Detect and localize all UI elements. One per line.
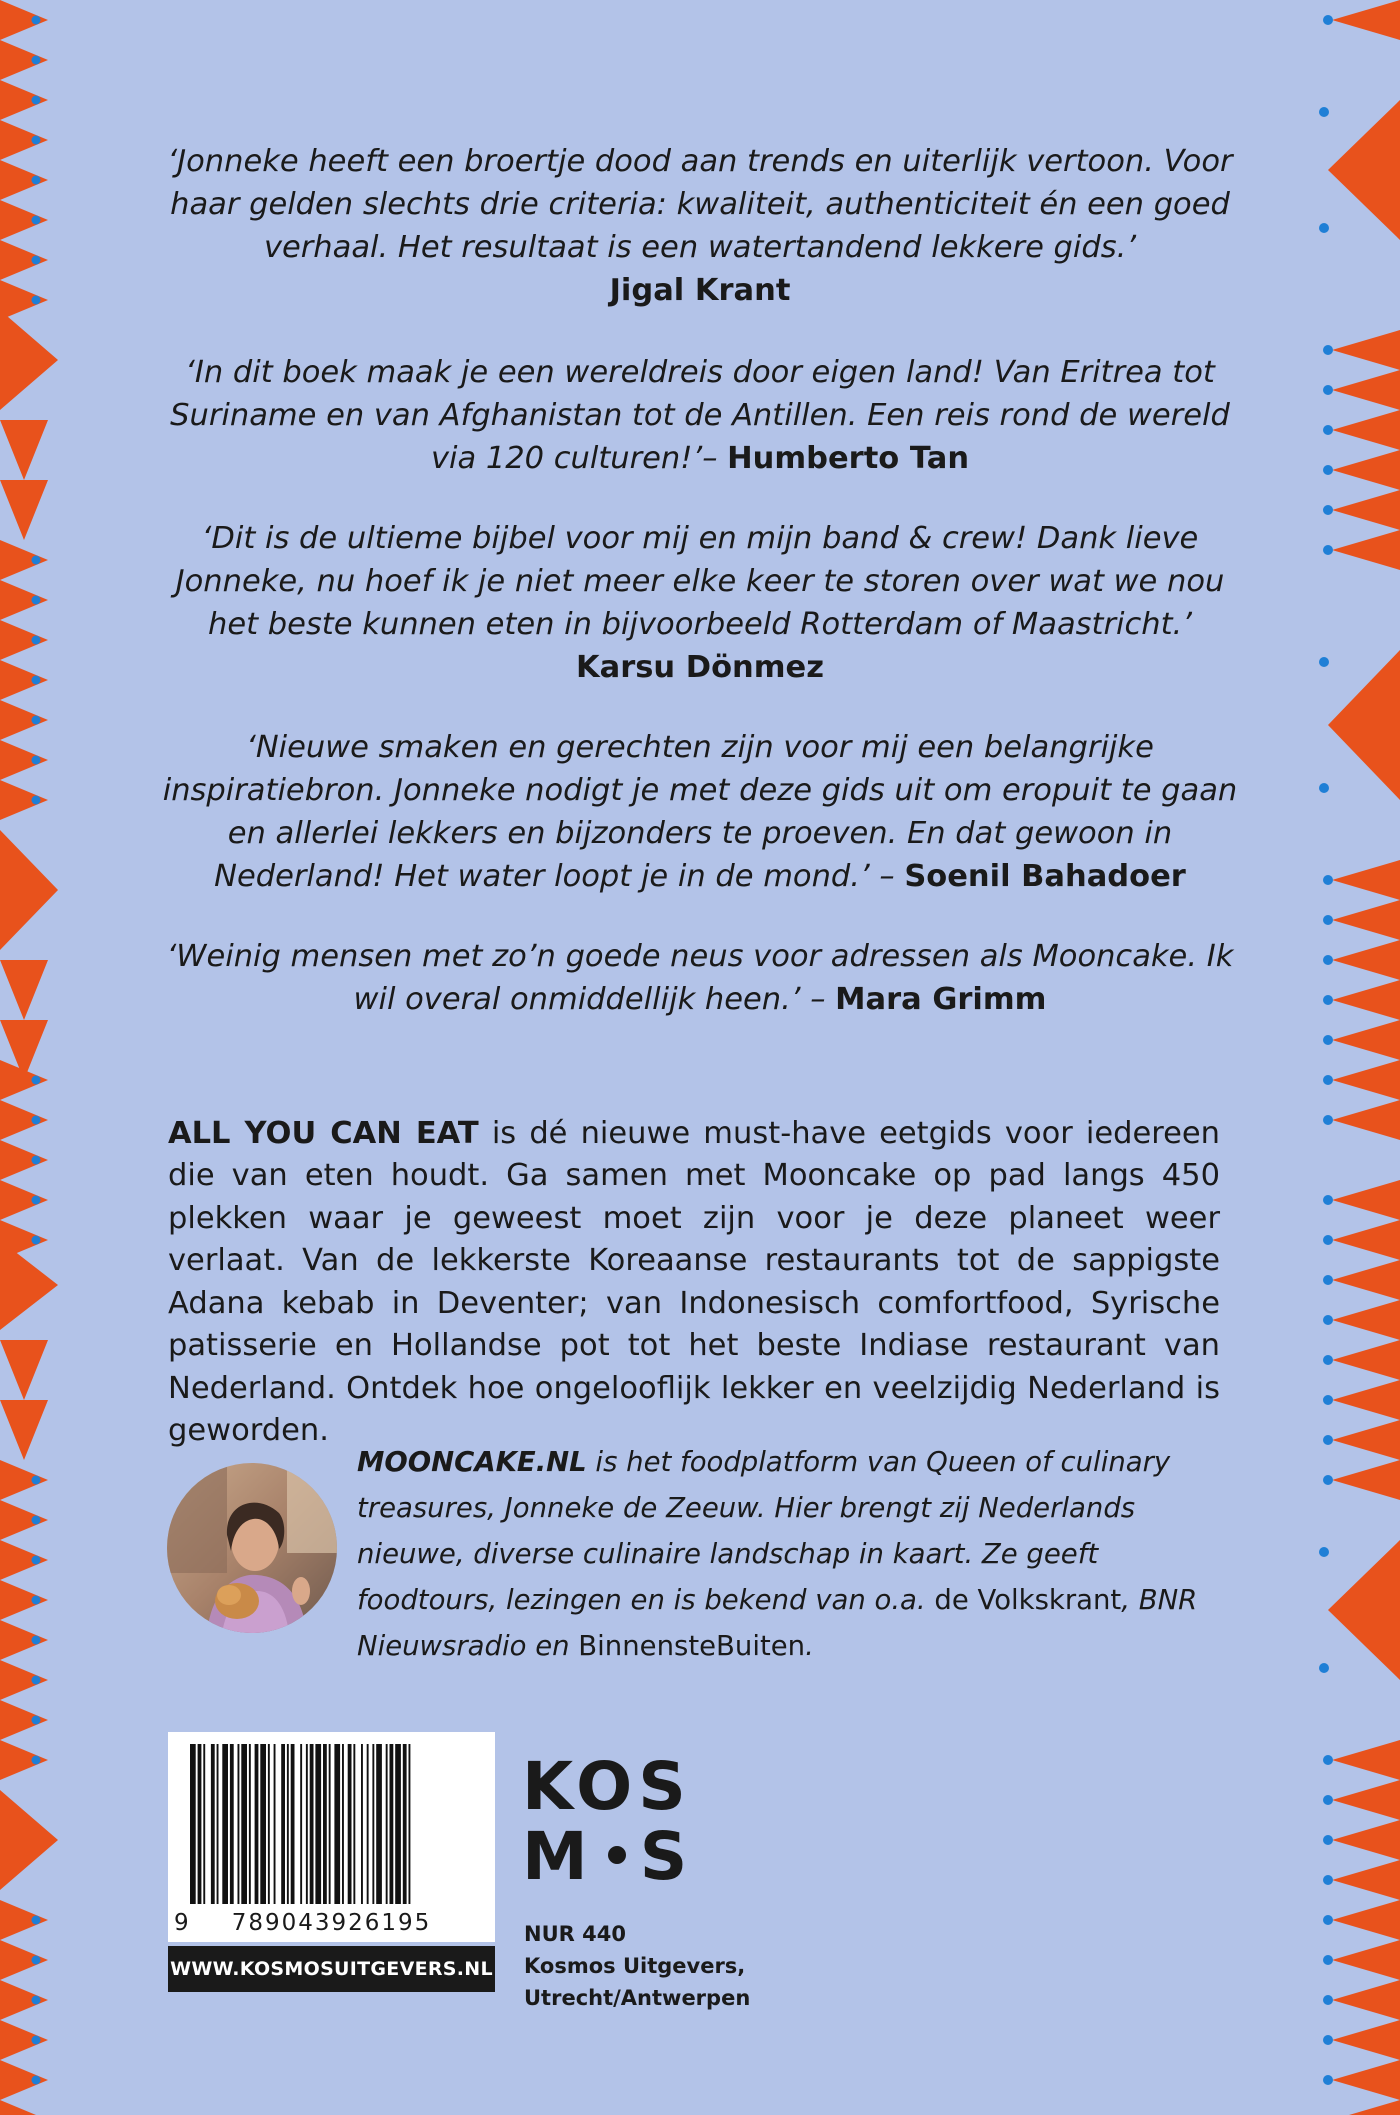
- border-dot: [1323, 545, 1333, 555]
- border-dot: [1323, 385, 1333, 395]
- border-dot: [1319, 783, 1329, 793]
- quote-humberto-tan: [150, 351, 1250, 480]
- border-triangle: [0, 1900, 48, 1940]
- border-dot: [32, 2076, 41, 2085]
- border-triangle: [0, 2100, 48, 2115]
- border-triangle: [1332, 1340, 1400, 1380]
- barcode-bar: [395, 1744, 401, 1904]
- barcode-bar: [334, 1744, 340, 1904]
- bio-text-part: BinnensteBuiten: [578, 1630, 806, 1662]
- border-triangle: [0, 1540, 48, 1580]
- border-triangle: [0, 700, 48, 740]
- barcode-bar: [230, 1744, 234, 1904]
- border-triangle: [1332, 490, 1400, 530]
- quote-text: ‘Jonneke heeft een broertje dood aan trends en uiterlijk vertoon. Voor haar gelden slechts drie criteria: kwaliteit, authenticiteit én een goed verhaal. Het resultaat is een watertandend lekkere gids.’: [167, 144, 1233, 265]
- quote-separator: –: [810, 982, 826, 1017]
- kosmos-logo: [522, 1748, 722, 1902]
- border-triangle: [0, 1460, 48, 1500]
- border-dot: [1323, 1475, 1333, 1485]
- barcode-bar: [291, 1744, 295, 1904]
- border-triangle: [0, 160, 48, 200]
- barcode-bar: [274, 1744, 276, 1904]
- border-dot: [1323, 15, 1333, 25]
- border-dot: [32, 1756, 41, 1765]
- border-triangle: [1332, 1820, 1400, 1860]
- barcode-bar: [323, 1744, 327, 1904]
- border-triangle: [1332, 1780, 1400, 1820]
- border-triangle: [1332, 1940, 1400, 1980]
- barcode-bar: [315, 1744, 321, 1904]
- border-dot: [1323, 1995, 1333, 2005]
- border-dot: [1323, 955, 1333, 965]
- author-bio: [357, 1439, 1237, 1669]
- barcode-bar: [361, 1744, 363, 1904]
- logo-letter: M: [522, 1818, 594, 1895]
- quote-author: Mara Grimm: [835, 982, 1047, 1017]
- border-dot: [1323, 2075, 1333, 2085]
- barcode-bar: [409, 1744, 411, 1904]
- border-dot: [32, 56, 41, 65]
- border-triangle: [0, 1180, 48, 1220]
- border-triangle: [0, 1100, 48, 1140]
- border-triangle: [0, 1400, 48, 1460]
- border-triangle: [0, 660, 48, 700]
- border-triangle: [1332, 2020, 1400, 2060]
- border-triangle: [1332, 1060, 1400, 1100]
- border-triangle: [1332, 0, 1400, 40]
- border-triangle: [1328, 100, 1400, 240]
- quote-author: Jigal Krant: [609, 273, 791, 308]
- quote-text: ‘Nieuwe smaken en gerechten zijn voor mij een belangrijke inspiratiebron. Jonneke nodigt je met deze gids uit om eropuit te gaan en allerlei lekkers en bijzonders te proeven. En dat gewoon in Nederland! Het water loopt je in de mond.’: [162, 730, 1238, 894]
- border-dot: [1323, 1075, 1333, 1085]
- border-dot: [32, 676, 41, 685]
- barcode-bar: [260, 1744, 266, 1904]
- quote-karsu-donmez: [150, 517, 1250, 689]
- border-dot: [1323, 1035, 1333, 1045]
- border-dot: [1323, 1875, 1333, 1885]
- website-mention: MOONCAKE.NL: [357, 1446, 587, 1478]
- border-dot: [32, 96, 41, 105]
- author-portrait-image: [167, 1463, 337, 1633]
- barcode-bar: [241, 1744, 247, 1904]
- border-triangle: [0, 1980, 48, 2020]
- quote-text: ‘Weinig mensen met zo’n goede neus voor adressen als Mooncake. Ik wil overal onmiddellijk heen.’: [166, 939, 1234, 1017]
- border-dot: [1323, 1915, 1333, 1925]
- barcode-bar: [300, 1744, 302, 1904]
- border-dot: [1319, 223, 1329, 233]
- border-dot: [1323, 1955, 1333, 1965]
- border-dot: [32, 1556, 41, 1565]
- publisher-city: Utrecht/Antwerpen: [524, 1986, 751, 2010]
- barcode-bar: [310, 1744, 314, 1904]
- border-dot: [32, 796, 41, 805]
- isbn-lead-digit: 9: [174, 1910, 191, 1936]
- border-dot: [1323, 465, 1333, 475]
- border-dot: [32, 1516, 41, 1525]
- border-triangle: [1332, 1020, 1400, 1060]
- border-triangle: [0, 960, 48, 1020]
- logo-row-2: [522, 1818, 722, 1895]
- border-triangle: [1332, 1420, 1400, 1460]
- author-photo: [167, 1463, 337, 1633]
- border-dot: [32, 216, 41, 225]
- barcode-bar: [376, 1744, 382, 1904]
- border-dot: [1323, 915, 1333, 925]
- border-dot: [32, 1196, 41, 1205]
- barcode-bar: [222, 1744, 228, 1904]
- quote-author: Soenil Bahadoer: [904, 859, 1186, 894]
- border-dot: [32, 1676, 41, 1685]
- border-triangle: [0, 780, 48, 820]
- border-triangle: [1332, 2060, 1400, 2100]
- border-dot: [1323, 425, 1333, 435]
- border-dot: [32, 2036, 41, 2045]
- barcode-bar: [211, 1744, 215, 1904]
- border-triangle: [1332, 1260, 1400, 1300]
- border-triangle: [0, 1500, 48, 1540]
- border-triangle: [0, 420, 48, 480]
- quote-separator: –: [879, 859, 895, 894]
- border-dot: [32, 1916, 41, 1925]
- border-dot: [32, 1476, 41, 1485]
- border-triangle: [0, 1790, 58, 1890]
- border-dot: [1323, 1835, 1333, 1845]
- barcode-bar: [249, 1744, 251, 1904]
- barcode-bar: [386, 1744, 388, 1904]
- border-dot: [1323, 2035, 1333, 2045]
- border-triangle: [1332, 1740, 1400, 1780]
- bio-text-part: de Volkskrant: [934, 1584, 1122, 1616]
- barcode-bar: [367, 1744, 369, 1904]
- publisher-website: WWW.KOSMOSUITGEVERS.NL: [168, 1946, 495, 1992]
- quote-jigal-krant: [150, 140, 1250, 312]
- border-triangle: [0, 1660, 48, 1700]
- border-dot: [1323, 1315, 1333, 1325]
- border-triangle: [1328, 1540, 1400, 1680]
- border-dot: [1323, 995, 1333, 1005]
- border-triangle: [1332, 330, 1400, 370]
- barcode-bar: [198, 1744, 202, 1904]
- barcode-bar: [342, 1744, 344, 1904]
- border-triangle: [1332, 530, 1400, 570]
- border-triangle: [0, 280, 48, 320]
- quote-text: ‘In dit boek maak je een wereldreis door eigen land! Van Eritrea tot Suriname en van Afghanistan tot de Antillen. Een reis rond de wereld via 120 culturen!’: [170, 355, 1230, 476]
- border-dot: [32, 756, 41, 765]
- border-dot: [32, 1236, 41, 1245]
- border-dot: [32, 176, 41, 185]
- border-triangle: [1332, 370, 1400, 410]
- border-triangle: [1332, 1100, 1400, 1140]
- book-description: [168, 1113, 1220, 1453]
- border-dot: [32, 1156, 41, 1165]
- barcode-bar: [353, 1744, 355, 1904]
- border-dot: [1319, 657, 1329, 667]
- border-dot: [1323, 1755, 1333, 1765]
- border-triangle: [0, 2060, 48, 2100]
- border-dot: [32, 136, 41, 145]
- border-dot: [1323, 1115, 1333, 1125]
- border-dot: [1323, 1195, 1333, 1205]
- border-triangle: [0, 240, 48, 280]
- border-triangle: [0, 740, 48, 780]
- logo-dot-icon: [608, 1846, 626, 1864]
- border-dot: [1323, 875, 1333, 885]
- barcode-bar: [268, 1744, 270, 1904]
- border-triangle: [1332, 940, 1400, 980]
- border-dot: [1323, 345, 1333, 355]
- border-dot: [1323, 1355, 1333, 1365]
- border-triangle: [1332, 1300, 1400, 1340]
- border-triangle: [1332, 1180, 1400, 1220]
- border-triangle: [1332, 1460, 1400, 1500]
- barcode-bar: [348, 1744, 352, 1904]
- barcode-bar: [390, 1744, 394, 1904]
- right-pattern-border: [1310, 0, 1400, 2115]
- border-triangle: [1332, 1900, 1400, 1940]
- publisher-info: [524, 1918, 750, 2014]
- border-dot: [32, 596, 41, 605]
- border-triangle: [0, 40, 48, 80]
- border-triangle: [1332, 1380, 1400, 1420]
- border-triangle: [1332, 410, 1400, 450]
- barcode-bar: [217, 1744, 219, 1904]
- barcode-bar: [281, 1744, 285, 1904]
- quote-separator: –: [702, 441, 718, 476]
- border-dot: [32, 636, 41, 645]
- nur-code: NUR 440: [524, 1922, 626, 1946]
- border-dot: [1319, 1547, 1329, 1557]
- border-triangle: [0, 540, 48, 580]
- barcode-bar: [255, 1744, 259, 1904]
- border-triangle: [1332, 450, 1400, 490]
- border-triangle: [1332, 1220, 1400, 1260]
- border-dot: [32, 256, 41, 265]
- bio-text-part: .: [805, 1630, 814, 1662]
- border-triangle: [0, 620, 48, 660]
- border-dot: [1323, 505, 1333, 515]
- quote-text: ‘Dit is de ultieme bijbel voor mij en mijn band & crew! Dank lieve Jonneke, nu hoef ik je niet meer elke keer te storen over wat we nou het beste kunnen eten in bijvoorbeeld Rotterdam of Maastricht.’: [175, 521, 1225, 642]
- border-triangle: [0, 1140, 48, 1180]
- border-dot: [32, 1716, 41, 1725]
- border-triangle: [1332, 1860, 1400, 1900]
- border-triangle: [0, 1700, 48, 1740]
- barcode-bar: [190, 1744, 196, 1904]
- border-dot: [1323, 1435, 1333, 1445]
- border-triangle: [0, 1940, 48, 1980]
- border-dot: [32, 16, 41, 25]
- isbn-barcode: [168, 1732, 495, 1942]
- bio-text-part: is het foodplatform van Queen of culinary treasures, Jonneke de Zeeuw. Hier brengt zij Nederlands nieuwe, diverse culinaire landschap in kaart. Ze geeft foodtours, lezingen en is bekend van o.a.: [357, 1446, 1171, 1616]
- logo-letter: S: [639, 1818, 694, 1895]
- border-triangle: [1328, 650, 1400, 800]
- border-dot: [1323, 1275, 1333, 1285]
- border-dot: [1323, 1395, 1333, 1405]
- border-triangle: [0, 1740, 48, 1780]
- isbn-number: [168, 1910, 495, 1936]
- barcode-bar: [372, 1744, 374, 1904]
- border-dot: [32, 1076, 41, 1085]
- border-dot: [32, 556, 41, 565]
- barcode-bar: [287, 1744, 289, 1904]
- barcode-bar: [306, 1744, 308, 1904]
- border-triangle: [0, 1620, 48, 1660]
- border-triangle: [0, 480, 48, 540]
- border-dot: [32, 1596, 41, 1605]
- border-triangle: [0, 830, 58, 950]
- border-dot: [1319, 107, 1329, 117]
- border-triangle: [1332, 1980, 1400, 2020]
- border-triangle: [0, 1240, 58, 1330]
- quote-mara-grimm: [150, 935, 1250, 1021]
- bio-text-part: , BNR Nieuwsradio en: [357, 1584, 1198, 1662]
- border-triangle: [0, 0, 48, 40]
- border-triangle: [0, 310, 58, 410]
- border-triangle: [0, 580, 48, 620]
- border-dot: [32, 1636, 41, 1645]
- quote-soenil-bahadoer: [150, 726, 1250, 898]
- review-quotes: [150, 140, 1250, 1058]
- book-title: ALL YOU CAN EAT: [168, 1115, 479, 1151]
- border-dot: [32, 296, 41, 305]
- border-triangle: [0, 200, 48, 240]
- border-dot: [1319, 1663, 1329, 1673]
- border-triangle: [0, 1340, 48, 1400]
- quote-author: Karsu Dönmez: [576, 650, 824, 685]
- border-dot: [32, 1996, 41, 2005]
- logo-row-1: KOS: [522, 1748, 692, 1825]
- barcode-bar: [238, 1744, 240, 1904]
- description-text: is dé nieuwe must-have eetgids voor iedereen die van eten houdt. Ga samen met Mooncake op pad langs 450 plekken waar je geweest moet zijn voor je deze planeet weer verlaat. Van de lekkerste Koreaanse restaurants tot de sappigste Adana kebab in Deventer; van Indonesisch comfortfood, Syrische patisserie en Hollandse pot tot het beste Indiase restaurant van Nederland. Ontdek hoe ongelooflijk lekker en veelzijdig Nederland is geworden.: [168, 1115, 1220, 1448]
- barcode-bar: [403, 1744, 407, 1904]
- border-triangle: [1332, 860, 1400, 900]
- border-dot: [1323, 1235, 1333, 1245]
- border-triangle: [0, 1580, 48, 1620]
- border-dot: [32, 1116, 41, 1125]
- border-triangle: [0, 80, 48, 120]
- publisher-name: Kosmos Uitgevers,: [524, 1954, 746, 1978]
- border-triangle: [1332, 900, 1400, 940]
- quote-author: Humberto Tan: [727, 441, 970, 476]
- barcode-bar: [329, 1744, 331, 1904]
- border-triangle: [0, 2020, 48, 2060]
- border-triangle: [1332, 2100, 1400, 2115]
- isbn-digits: 789043926195: [231, 1910, 432, 1936]
- border-triangle: [0, 120, 48, 160]
- left-pattern-border: [0, 0, 72, 2115]
- border-dot: [1323, 1795, 1333, 1805]
- border-triangle: [1332, 980, 1400, 1020]
- border-dot: [32, 1956, 41, 1965]
- barcode-bar: [203, 1744, 205, 1904]
- border-dot: [32, 716, 41, 725]
